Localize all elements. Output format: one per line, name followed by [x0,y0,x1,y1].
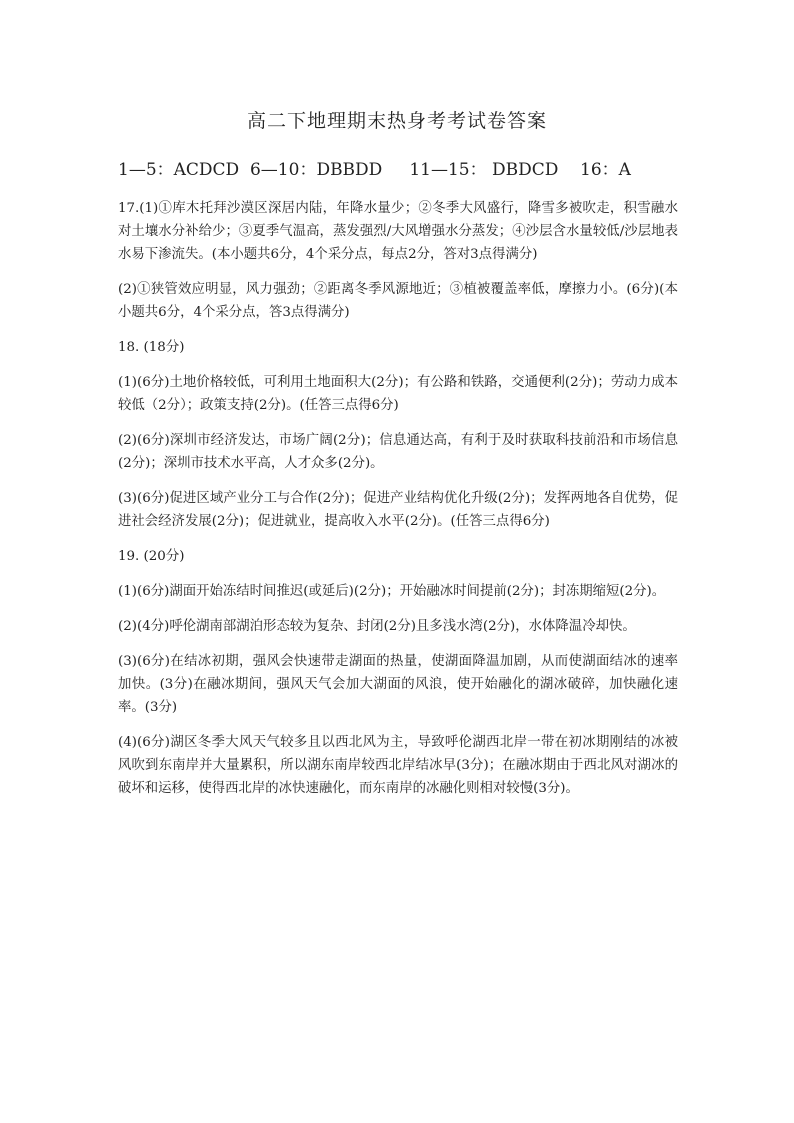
q17-part1: 17.(1)①库木托拜沙漠区深居内陆，年降水量少；②冬季大风盛行，降雪多被吹走，积雪融水对土壤水分补给少；③夏季气温高，蒸发强烈/大风增强水分蒸发；④沙层含水量较低/沙层地表水易下渗流失。(本小题共6分，4个采分点，每点2分，答对3点得满分) [118,201,678,262]
q17-part2: (2)①狭管效应明显，风力强劲；②距离冬季风源地近；③植被覆盖率低，摩擦力小。(6分)(本小题共6分，4个采分点，答3点得满分) [118,282,678,320]
q19-part1: (1)(6分)湖面开始冻结时间推迟(或延后)(2分)；开始融冰时间提前(2分)；封冻期缩短(2分)。 [118,584,666,599]
multiple-choice-answers: 1—5：ACDCD 6—10：DBBDD 11—15： DBDCD 16：A [118,160,631,180]
answer-body [118,197,678,812]
q19-part2: (2)(4分)呼伦湖南部湖泊形态较为复杂、封闭(2分)且多浅水湾(2分)，水体降温冷却快。 [118,619,636,634]
q18-part1: (1)(6分)土地价格较低，可利用土地面积大(2分)；有公路和铁路，交通便利(2分)；劳动力成本较低（2分）；政策支持(2分)。(任答三点得6分) [118,375,678,413]
q18-part2: (2)(6分)深圳市经济发达，市场广阔(2分)；信息通达高，有利于及时获取科技前沿和市场信息(2分)；深圳市技术水平高，人才众多(2分)。 [118,433,678,471]
q19-part3: (3)(6分)在结冰初期，强风会快速带走湖面的热量，使湖面降温加剧，从而使湖面结冰的速率加快。(3分)在融冰期间，强风天气会加大湖面的风浪，使开始融化的湖冰破碎，加快融化速率。(3分) [118,654,678,715]
q19-part4: (4)(6分)湖区冬季大风天气较多且以西北风为主，导致呼伦湖西北岸一带在初冰期刚结的冰被风吹到东南岸并大量累积，所以湖东南岸较西北岸结冰早(3分)；在融冰期由于西北风对湖冰的破坏和运移，使得西北岸的冰快速融化，而东南岸的冰融化则相对较慢(3分)。 [118,735,678,796]
document-title: 高二下地理期末热身考考试卷答案 [246,110,547,132]
q19-heading: 19. (20分) [118,549,185,564]
q18-part3: (3)(6分)促进区域产业分工与合作(2分)；促进产业结构优化升级(2分)；发挥两地各自优势，促进社会经济发展(2分)；促进就业，提高收入水平(2分)。(任答三点得6分) [118,491,678,529]
q18-heading: 18. (18分) [118,340,185,355]
